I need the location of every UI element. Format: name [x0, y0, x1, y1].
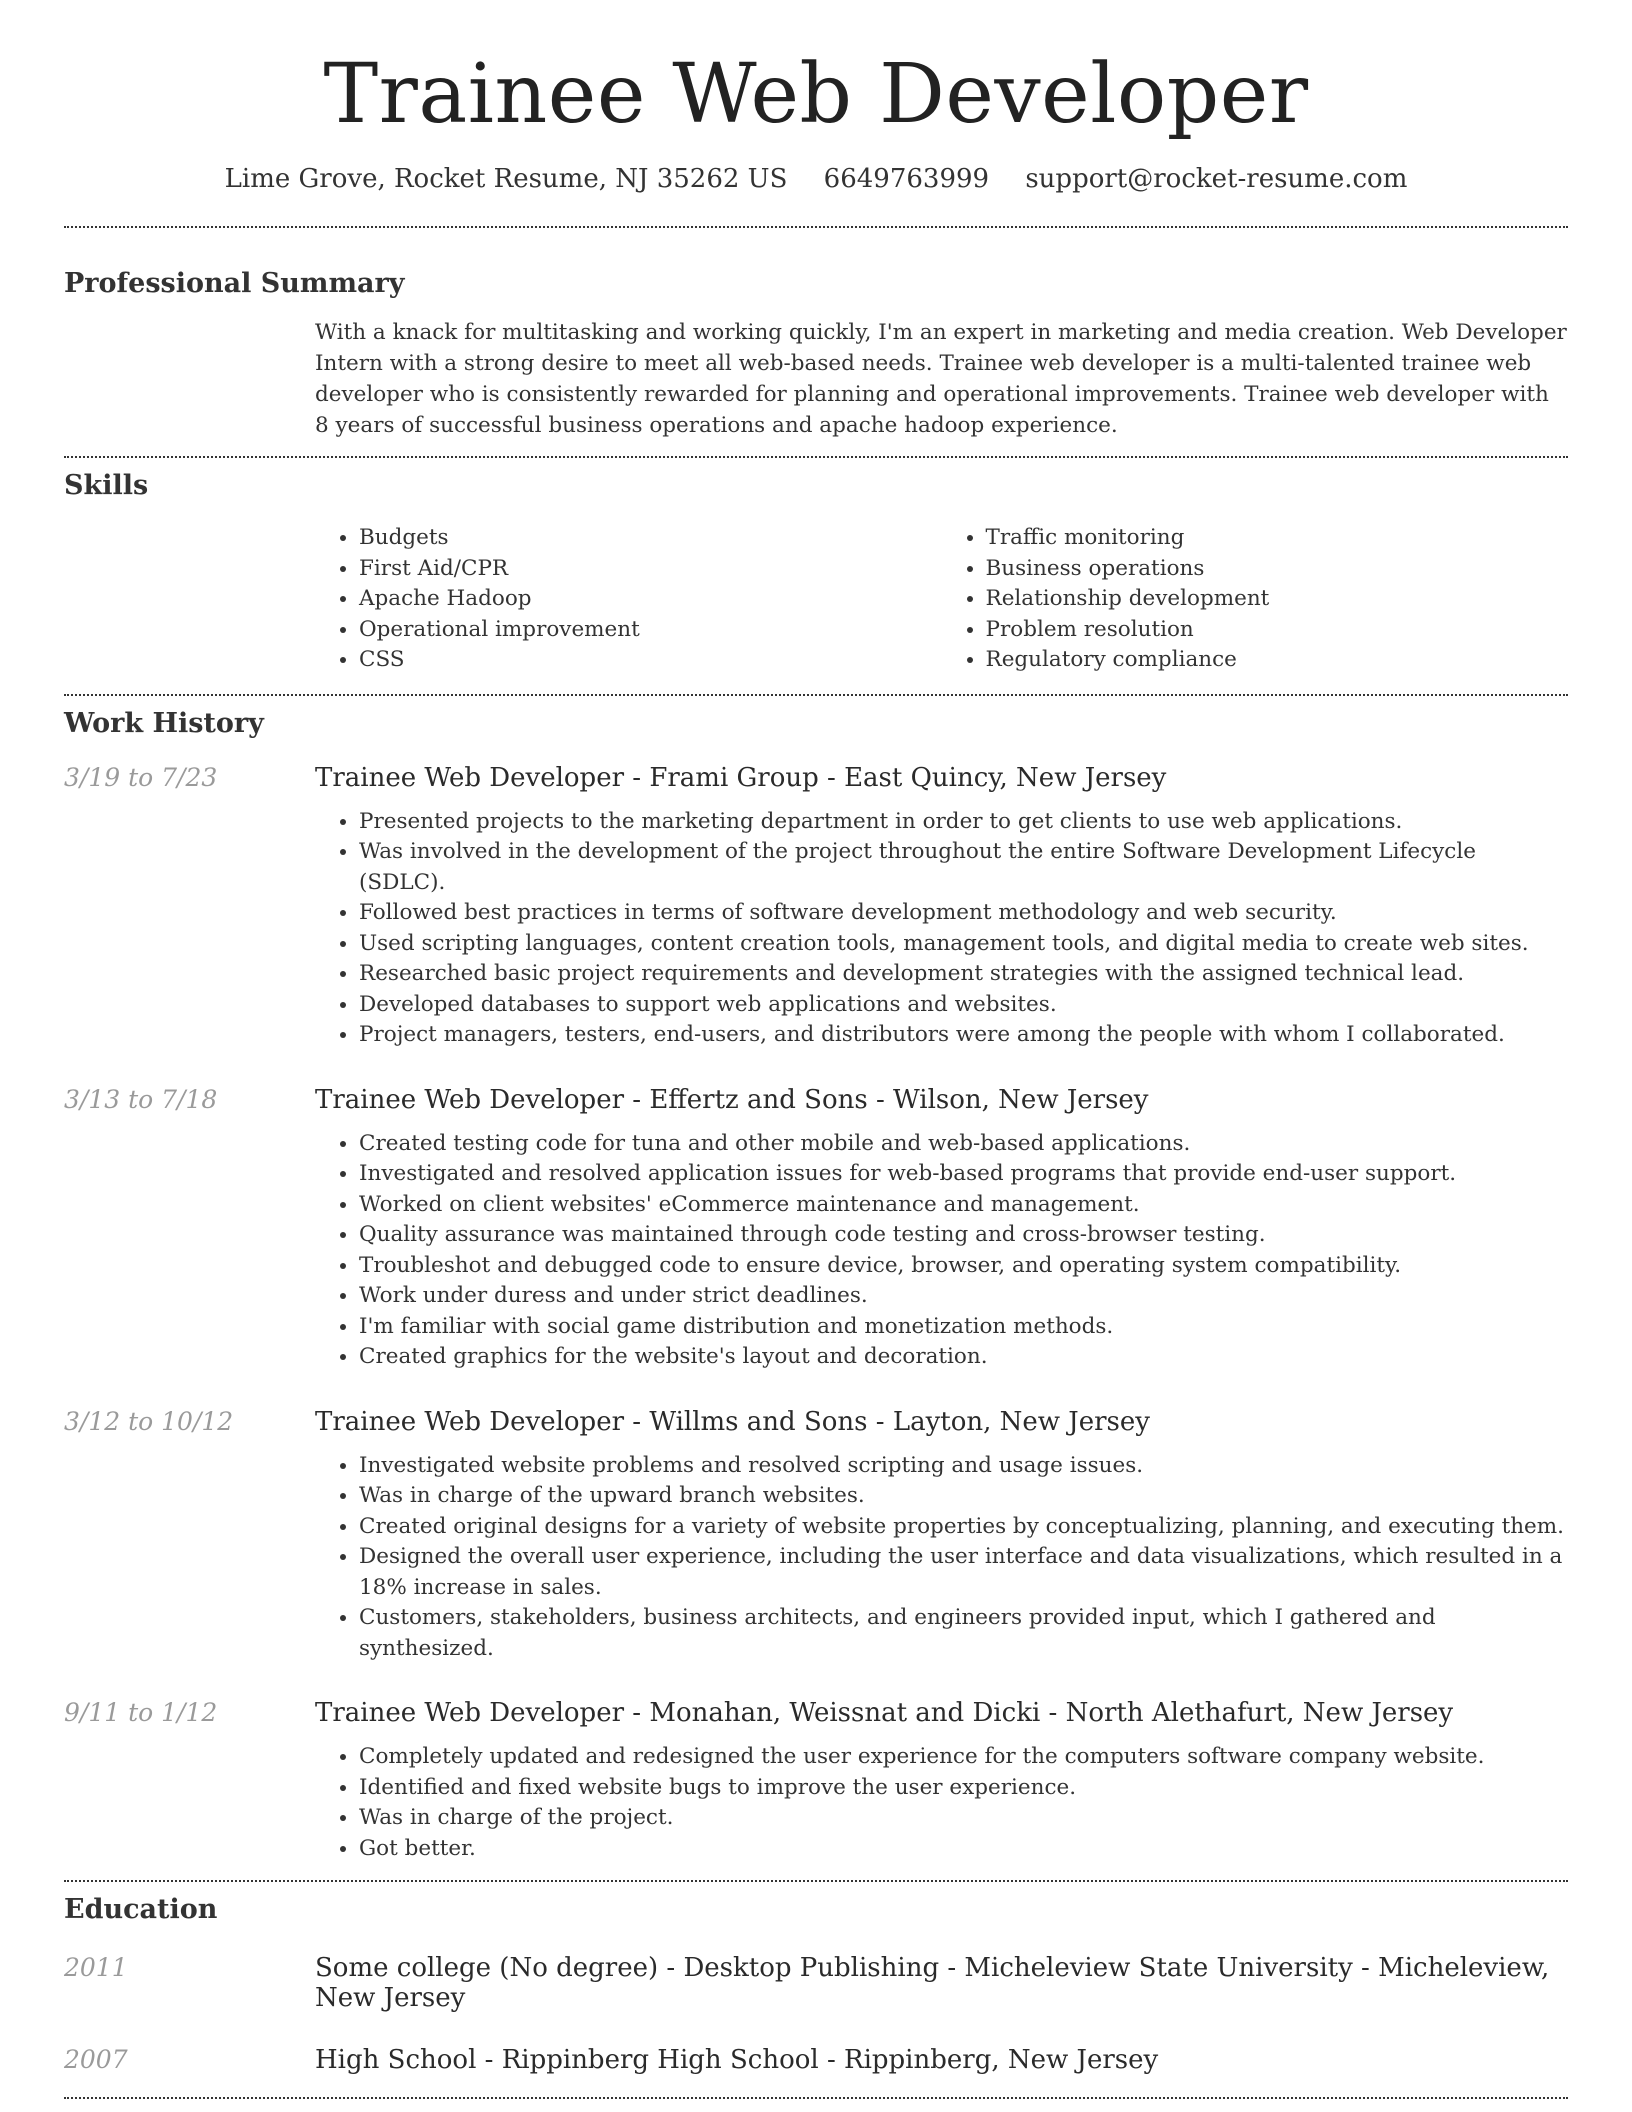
job-bullet: • Got better. — [359, 1834, 1568, 1865]
job-bullet: • Project managers, testers, end-users, and distributors were among the people with whom I collaborated. — [359, 1020, 1568, 1051]
resume-name: Trainee Web Developer — [323, 47, 1309, 142]
skills-title: Skills — [64, 470, 149, 502]
divider — [64, 1880, 1568, 1882]
job-title: Trainee Web Developer - Willms and Sons - Layton, New Jersey — [315, 1406, 1150, 1437]
job-bullet: • Developed databases to support web applications and websites. — [359, 990, 1568, 1021]
work-section — [64, 708, 1568, 1865]
summary-title: Professional Summary — [64, 268, 405, 300]
job-bullet: • Was in charge of the upward branch websites. — [359, 1481, 1568, 1512]
summary-section — [64, 268, 1568, 441]
contact-phone: 6649763999 — [823, 164, 990, 195]
divider — [64, 2097, 1568, 2099]
contact-address: Lime Grove, Rocket Resume, NJ 35262 US — [224, 164, 788, 195]
skills-column-left — [315, 523, 942, 676]
skill-item: • Regulatory compliance — [986, 645, 1569, 676]
skill-item: • First Aid/CPR — [359, 554, 942, 585]
job-bullet: • Investigated website problems and resolved scripting and usage issues. — [359, 1451, 1568, 1482]
education-date: 2011 — [64, 1953, 128, 1983]
job-title: Trainee Web Developer - Effertz and Sons - Wilson, New Jersey — [315, 1084, 1149, 1115]
job-bullets — [315, 1742, 1568, 1864]
summary-text: With a knack for multitasking and working quickly, I'm an expert in marketing and media creation. Web Developer Intern with a strong desire to meet all web-based needs. Trainee web developer is a multi-talented trainee web developer who is consistently rewarded for planning and operational improvements. Trainee web developer with 8 years of successful business operations and apache hadoop experience. — [315, 320, 1567, 439]
job-bullet: • Designed the overall user experience, including the user interface and data visualizations, which resulted in a 18% increase in sales. — [359, 1542, 1568, 1603]
education-entry — [64, 2045, 1568, 2075]
divider — [64, 226, 1568, 228]
job-bullet: • Identified and fixed website bugs to improve the user experience. — [359, 1773, 1568, 1804]
job-bullets — [315, 807, 1568, 1051]
skills-list — [315, 523, 1568, 676]
job-dates: 9/11 to 1/12 — [64, 1698, 218, 1728]
job-dates: 3/13 to 7/18 — [64, 1084, 218, 1114]
skill-item: • Apache Hadoop — [359, 584, 942, 615]
skill-item: • Budgets — [359, 523, 942, 554]
skill-item: • Traffic monitoring — [986, 523, 1569, 554]
skill-item: • Business operations — [986, 554, 1569, 585]
job-bullet: • I'm familiar with social game distribution and monetization methods. — [359, 1312, 1568, 1343]
job-bullet: • Investigated and resolved application issues for web-based programs that provide end-user support. — [359, 1159, 1568, 1190]
education-title-line: High School - Rippinberg High School - Rippinberg, New Jersey — [315, 2045, 1159, 2076]
job-bullet: • Created testing code for tuna and other mobile and web-based applications. — [359, 1129, 1568, 1160]
contact-email: support@rocket-resume.com — [1025, 164, 1408, 195]
job-bullet: • Troubleshot and debugged code to ensure device, browser, and operating system compatibility. — [359, 1251, 1568, 1282]
job-dates: 3/12 to 10/12 — [64, 1406, 234, 1436]
education-entry — [64, 1953, 1568, 2013]
education-date: 2007 — [64, 2045, 128, 2075]
job-bullets — [315, 1451, 1568, 1665]
job-bullet: • Quality assurance was maintained through code testing and cross-browser testing. — [359, 1220, 1568, 1251]
job-bullet: • Was in charge of the project. — [359, 1803, 1568, 1834]
job-bullet: • Worked on client websites' eCommerce maintenance and management. — [359, 1190, 1568, 1221]
job-bullet: • Researched basic project requirements and development strategies with the assigned technical lead. — [359, 959, 1568, 990]
job-bullet: • Customers, stakeholders, business architects, and engineers provided input, which I gathered and synthesized. — [359, 1603, 1568, 1664]
divider — [64, 456, 1568, 458]
skill-item: • CSS — [359, 645, 942, 676]
job-title: Trainee Web Developer - Monahan, Weissnat and Dicki - North Alethafurt, New Jersey — [315, 1698, 1454, 1729]
job-bullet: • Completely updated and redesigned the user experience for the computers software company website. — [359, 1742, 1568, 1773]
education-section — [64, 1894, 1568, 2075]
job-dates: 3/19 to 7/23 — [64, 762, 218, 792]
job-bullet: • Used scripting languages, content creation tools, management tools, and digital media to create web sites. — [359, 929, 1568, 960]
skill-item: • Operational improvement — [359, 615, 942, 646]
job-bullet: • Created graphics for the website's layout and decoration. — [359, 1342, 1568, 1373]
skill-item: • Relationship development — [986, 584, 1569, 615]
contact-line — [64, 164, 1568, 194]
job-title: Trainee Web Developer - Frami Group - East Quincy, New Jersey — [315, 762, 1167, 793]
job-bullet: • Was involved in the development of the project throughout the entire Software Development Lifecycle (SDLC). — [359, 837, 1568, 898]
job-bullet: • Followed best practices in terms of software development methodology and web security. — [359, 898, 1568, 929]
skill-item: • Problem resolution — [986, 615, 1569, 646]
job-bullet: • Created original designs for a variety of website properties by conceptualizing, planning, and executing them. — [359, 1512, 1568, 1543]
skills-section — [64, 470, 1568, 676]
skills-column-right — [942, 523, 1569, 676]
education-title-line: Some college (No degree) - Desktop Publishing - Micheleview State University - Micheleview, New Jersey — [315, 1953, 1550, 2014]
job-entry — [64, 1407, 1568, 1665]
job-entry — [64, 1698, 1568, 1864]
education-title: Education — [64, 1894, 218, 1926]
job-bullet: • Work under duress and under strict deadlines. — [359, 1281, 1568, 1312]
job-entry — [64, 1085, 1568, 1373]
divider — [64, 694, 1568, 696]
resume-page — [64, 0, 1568, 2099]
work-title: Work History — [64, 707, 264, 739]
job-bullet: • Presented projects to the marketing department in order to get clients to use web applications. — [359, 807, 1568, 838]
job-entry — [64, 763, 1568, 1051]
job-bullets — [315, 1129, 1568, 1373]
